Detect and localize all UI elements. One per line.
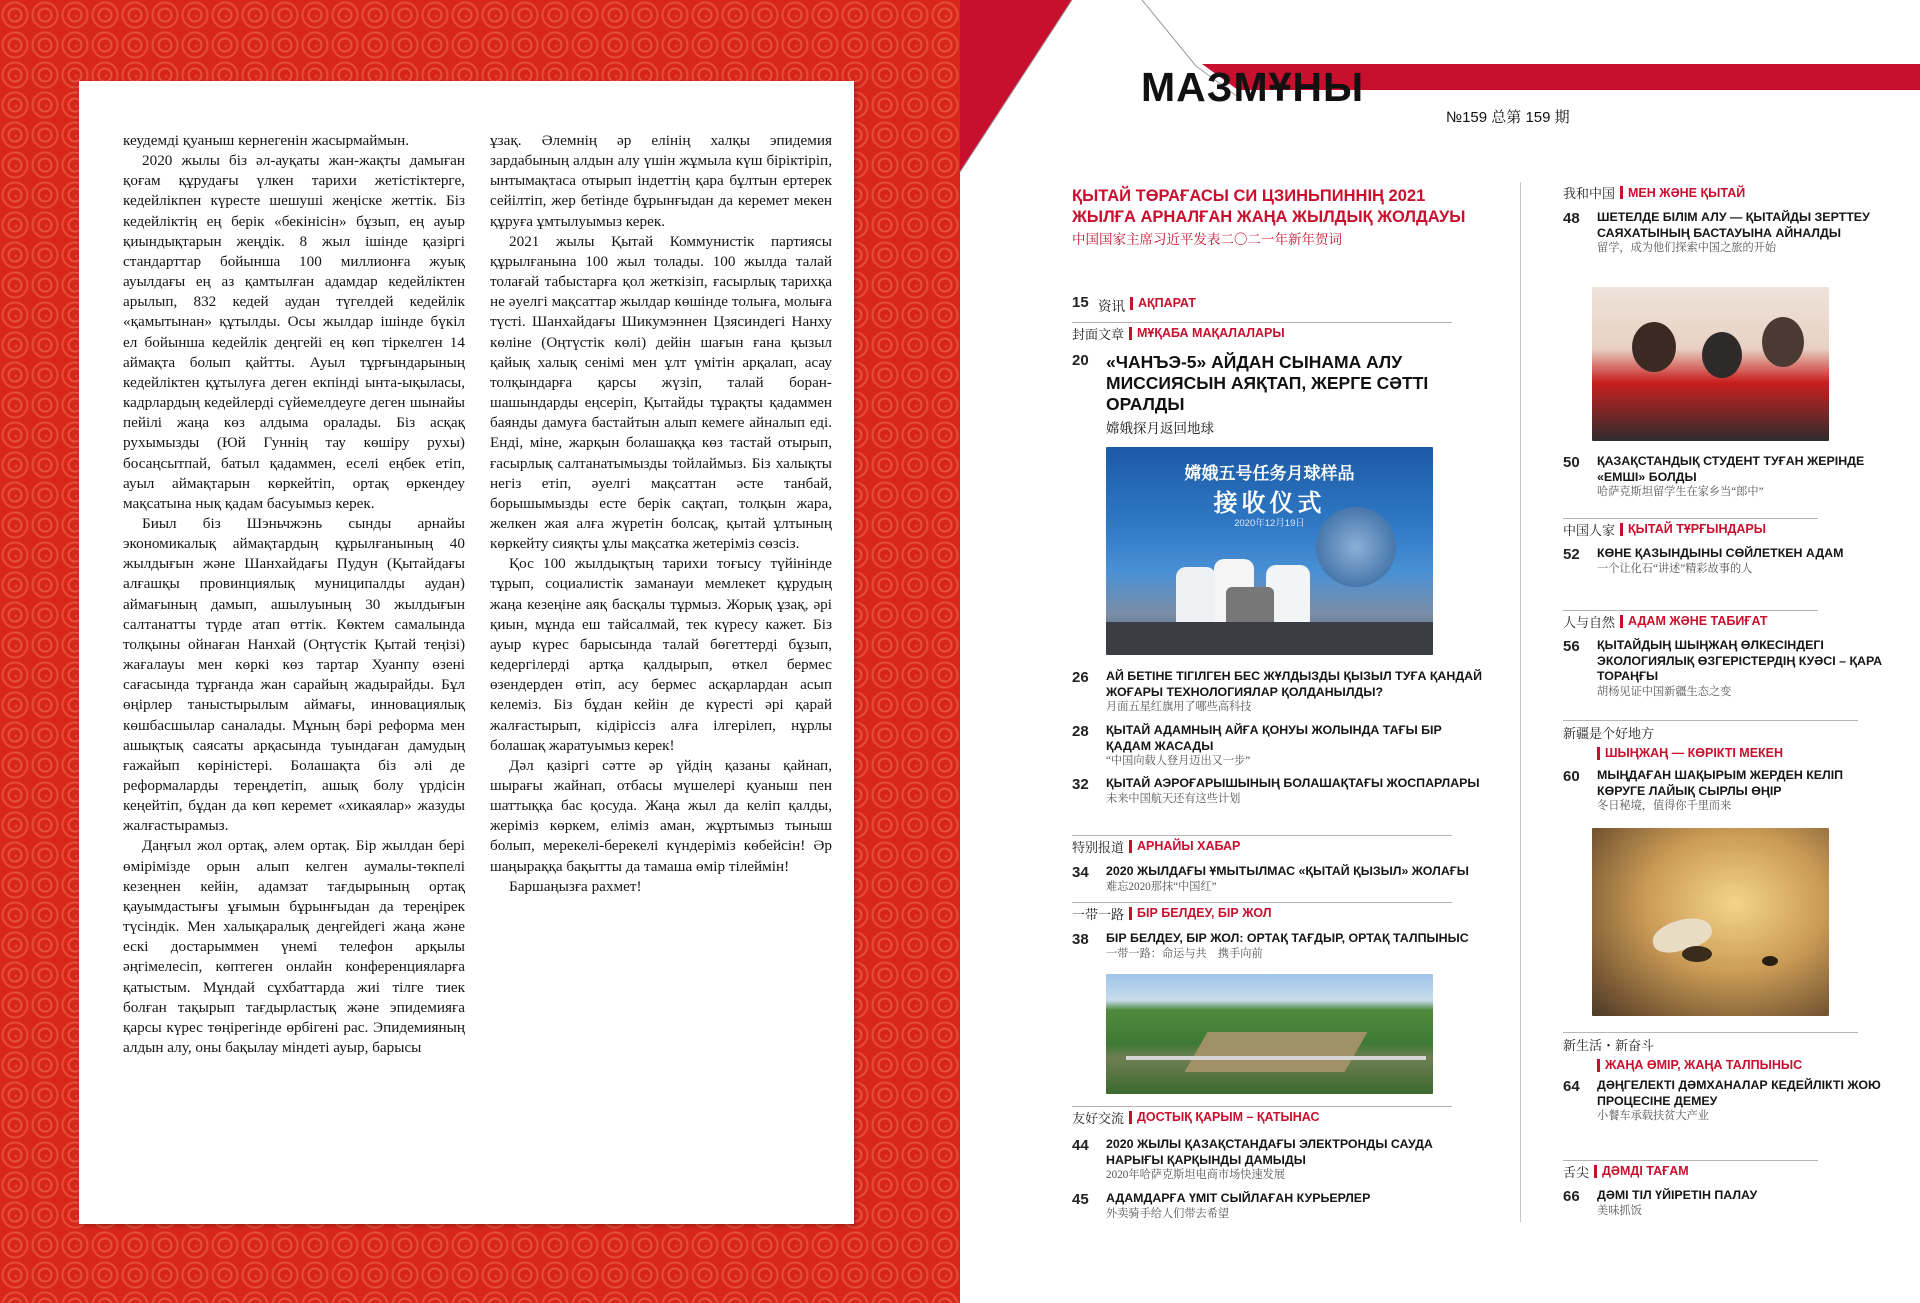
section-kz: ЖАҢА ӨМІР, ЖАҢА ТАЛПЫНЫС xyxy=(1605,1058,1803,1072)
section-cn: 新生活・新奋斗 xyxy=(1563,1038,1655,1053)
entry-title: МЫҢДАҒАН ШАҚЫРЫМ ЖЕРДЕН КЕЛІП КӨРУГЕ ЛАЙЫҚ СЫРЛЫ ӨҢІР xyxy=(1597,768,1844,798)
article-paragraph: Баршаңызға рахмет! xyxy=(509,877,642,895)
toc-entry-64[interactable] xyxy=(1563,1078,1883,1124)
article-paragraph: Биыл біз Шэньчжэнь сынды арнайы экономикалық аймақтардың құрылғанының 40 жылдығын және Шанхайдағы Пудун (Қытайдағы алғашқы провинциялық муниципалды аудан) аймағының дамып, ашылуының 30 жылдығын салтанатты түрде атап өттік. Көктем самалында толқыны ойнаған Нанхай (Оңтүстік Қытай теңізі) жағалауы мен көркі көз тартар Хуанпу өзені сағасында тұрғанда жан сарайың жадырайды. Бұл өңірлер таныстырылым аймағы, инновациялық көшбасшылар саналады. Мұның бәрі реформа мен ашықтық саясаты арқасында туындаған дамудың ғажайып көріністері. Болашақта біз әлі де реформаларды тереңдетіп, ашық болу үрдісін кеңейтіп, бұдан да көп керемет «хикаялар» жазуды жалғастырамыз. xyxy=(123,514,465,835)
section-cn: 友好交流 xyxy=(1072,1110,1125,1126)
page-number: 28 xyxy=(1072,723,1089,740)
section-food xyxy=(1563,1160,1818,1180)
section-kz: ДӘМДІ ТАҒАМ xyxy=(1602,1164,1689,1178)
toc-entry-26[interactable] xyxy=(1072,669,1482,715)
toc-entry-34[interactable] xyxy=(1072,864,1482,895)
page-number: 60 xyxy=(1563,768,1580,785)
section-kz: БІР БЕЛДЕУ, БІР ЖОЛ xyxy=(1137,906,1272,920)
article-paragraph: кеудемді қуаныш кернегенін жасырмаймын. xyxy=(123,132,410,149)
article-paragraph: ұзақ. Әлемнің әр елінің халқы эпидемия зардабының алдын алу үшін жұмыла күш біріктіріп, ынтымақтаса отырып індеттің қара бұлтын ертерек сейілтіп, жер бетінде бұрынғыдан да керемет мекен құруға ұмтылуымыз керек. xyxy=(490,132,832,230)
section-kz: АРНАЙЫ ХАБАР xyxy=(1137,839,1241,853)
article-column-right xyxy=(490,131,832,897)
toc-entry-45[interactable] xyxy=(1072,1191,1482,1222)
article-page xyxy=(79,81,854,1224)
belt-road-photo xyxy=(1106,974,1433,1094)
section-kz: ҚЫТАЙ ТҰРҒЫНДАРЫ xyxy=(1628,522,1766,536)
entry-subtitle: 未来中国航天还有这些计划 xyxy=(1106,792,1241,805)
page-number: 15 xyxy=(1072,294,1089,311)
page-number: 66 xyxy=(1563,1188,1580,1205)
entry-title: ҚЫТАЙ АЭРОҒАРЫШЫНЫҢ БОЛАШАҚТАҒЫ ЖОСПАРЛАРЫ xyxy=(1106,776,1480,790)
section-xinjiang xyxy=(1563,720,1858,760)
entry-subtitle: 胡杨见证中国新疆生态之变 xyxy=(1597,685,1732,698)
page-number: 26 xyxy=(1072,669,1089,686)
section-belt-road xyxy=(1072,902,1452,922)
article-paragraph: 2021 жылы Қытай Коммунистік партиясы құрылғанына 100 жыл толады. 100 жылда талай толағай табыстарға қол жеткізіп, ғасырлық тарихқа не әуелгі мақсаттар жылдар көшінде толыға, молыға түсті. Шанхайдағы Шикумэннен Цзясиндегі Нанху көліне (Оңтүстік көлі) дейін шағын ғана қызыл қайық халық сенімі мен ұлт үмітін арқалап, асау толқындарға қарсы жүзіп, талай боран-шашындарды еңсеріп, Қытайды тұрақты қадаммен баянды дамуға бастайтын алып кемеге айналып еді. Енді, міне, жарқын болашаққа көз тастай отырып, ғасырлық салтанатымызды тойлаймыз. Біз халықты негіз етіп, әуелгі мақсаттан әсте танбай, борышымызды есте берік сақтап, толқын жара, желкен жая алға жүретін болсақ, қытай ұлтының көркейту сияқты ұлы мақсатка жетеріміз сөзсіз. xyxy=(490,232,832,553)
entry-subtitle: 一个让化石“讲述”精彩故事的人 xyxy=(1597,562,1753,575)
toc-entry-44[interactable] xyxy=(1072,1137,1482,1183)
section-kz: МҰҚАБА МАҚАЛАЛАРЫ xyxy=(1137,326,1285,340)
section-cn: 特别报道 xyxy=(1072,839,1125,855)
toc-entry-66[interactable] xyxy=(1563,1188,1883,1219)
toc-entry-52[interactable] xyxy=(1563,546,1883,577)
section-chinese-people xyxy=(1563,518,1818,538)
page-number: 34 xyxy=(1072,864,1089,881)
section-cn: 我和中国 xyxy=(1563,186,1616,201)
section-kz: АДАМ ЖӘНЕ ТАБИҒАТ xyxy=(1628,614,1768,628)
section-kz: ДОСТЫҚ ҚАРЫМ – ҚАТЫНАС xyxy=(1137,1110,1320,1124)
entry-subtitle: 月面五星红旗用了哪些高科技 xyxy=(1106,701,1252,713)
section-me-and-china xyxy=(1563,182,1818,202)
toc-entry-news[interactable] xyxy=(1072,294,1452,315)
entry-subtitle: 外卖骑手给人们带去希望 xyxy=(1106,1207,1230,1220)
section-new-life xyxy=(1563,1032,1858,1072)
cover-photo xyxy=(1106,447,1433,655)
lead-article-subtitle: 中国国家主席习近平发表二〇二一年新年贺词 xyxy=(1072,232,1342,247)
page-title: МАЗМҰНЫ xyxy=(1141,64,1365,110)
lead-article-title: ҚЫТАЙ ТӨРАҒАСЫ СИ ЦЗИНЬПИННІҢ 2021 ЖЫЛҒА АРНАЛҒАН ЖАҢА ЖЫЛДЫҚ ЖОЛДАУЫ xyxy=(1072,187,1466,226)
entry-title: 2020 ЖЫЛЫ ҚАЗАҚСТАНДАҒЫ ЭЛЕКТРОНДЫ САУДА НАРЫҒЫ ҚАРҚЫНДЫ ДАМЫДЫ xyxy=(1106,1137,1433,1167)
section-cover-articles xyxy=(1072,322,1452,342)
entry-subtitle: 小餐车承载扶贫大产业 xyxy=(1597,1110,1709,1122)
page-number: 32 xyxy=(1072,776,1089,793)
page-number: 56 xyxy=(1563,638,1580,655)
section-cn: 封面文章 xyxy=(1072,326,1125,342)
section-kz: ШЫҢЖАҢ — КӨРІКТІ МЕКЕН xyxy=(1605,746,1784,760)
entry-title: 2020 ЖЫЛДАҒЫ ҰМЫТЫЛМАС «ҚЫТАЙ ҚЫЗЫЛ» ЖОЛАҒЫ xyxy=(1106,864,1469,878)
entry-title: АДАМДАРҒА ҮМІТ СЫЙЛАҒАН КУРЬЕРЛЕР xyxy=(1106,1191,1371,1205)
entry-title: «ЧАНЪЭ-5» АЙДАН СЫНАМА АЛУ МИССИЯСЫН АЯҚТАП, ЖЕРГЕ СӘТТІ ОРАЛДЫ xyxy=(1106,352,1429,414)
article-paragraph: Даңғыл жол ортақ, әлем ортақ. Бір жылдан бері өмірімізде орын алып келген аумалы-төкпелі кезеңнен кейін, адамзат тағдырының ортақ қауымдастығы ұғымын бұрынғыдан да тереңірек түсіндік. Мен халықаралық деңгейдегі жаңа және ескі достарыммен үнемі телефон арқылы әңгімелесіп, көптеген онлайн конференцияларға қатыстым. Мұндай сұхбаттарда жиі тілге тиек болған тақырып тағдырластық және эпидемияға қарсы күрес төңірегінде өрбігені рас. Эпидемияның алдын алу, оны бақылау міндеті ауыр, барысы xyxy=(123,837,465,1057)
entry-subtitle: “中国向载人登月迈出又一步” xyxy=(1106,755,1251,767)
toc-entry-60[interactable] xyxy=(1563,768,1883,814)
entry-subtitle: 嫦娥探月返回地球 xyxy=(1106,421,1214,436)
section-kz: АҚПАРАТ xyxy=(1138,296,1196,310)
article-paragraph: 2020 жылы біз әл-ауқаты жан-жақты дамыған қоғам құрудағы үлкен тарихи жетістіктерге, кедейлікпен күресте шешуші жеңіске жеттік. Біз кедейліктің ең берік «бекініcін» бұзып, ең ауыр қиындықтарын жеңдік. 8 жыл ішінде қазіргі стандарттар бойынша 100 миллионға жуық ауылдағы ең аз қамтылған адамдар кедейліктен арылып, 832 кедей аудан түгелдей кедейлік «қамытынан» құтылды. Осы жылдар ішінде бүкіл ел бойынша кедейлік деңгейі ең көп тіркелген 14 аймақта болып қайтты. Ауыл тұрғындарының кедейліктен құтылуға деген екпінді ынта-ықыласы, кадрлардың кедейлерді сүйемелдеуге деген шынайы пейілі жаңа көз алдыма оралады. Біз асқақ рухымызды (Юй Гуннің тау көшіру рухы) босаңсытпай, батыл қадаммен, еселі еңбек етіп, ауыл аймақтарын көркейтіп, ортақ өркендеу мақсатына нық қадам басуымыз керек. xyxy=(123,152,465,512)
article-paragraph: Дәл қазіргі сәтте әр үйдің қазаны қайнап, шырағы жайнап, отбасы мүшелері қуаныш пен шаттыққа бас қосуда. Жаңа жыл да келіп қалды, жеріміз көркем, еліміз аман, жұртымыз тыныш болып, мерекелі-берекелі күндерiміз көбейсін! Әр шаңыраққа бақытты да тамаша өмір тілеймін! xyxy=(490,756,832,875)
section-human-nature xyxy=(1563,610,1818,630)
page-number: 64 xyxy=(1563,1078,1580,1095)
entry-title: ШЕТЕЛДЕ БІЛІМ АЛУ — ҚЫТАЙДЫ ЗЕРТТЕУ САЯХАТЫНЫҢ БАСТАУЫНА АЙНАЛДЫ xyxy=(1597,210,1870,240)
section-cn: 人与自然 xyxy=(1563,614,1616,630)
entry-title: КӨНЕ ҚАЗЫНДЫНЫ СӨЙЛЕТКЕН АДАМ xyxy=(1597,546,1844,560)
page-number: 38 xyxy=(1072,931,1089,948)
entry-title: ҚЫТАЙДЫҢ ШЫҢЖАҢ ӨЛКЕСІНДЕГІ ЭКОЛОГИЯЛЫҚ ӨЗГЕРІСТЕРДІҢ КУӘСІ – ҚАРА ТОРАҢҒЫ xyxy=(1597,638,1883,683)
toc-entry-32[interactable] xyxy=(1072,776,1482,807)
page-number: 48 xyxy=(1563,210,1580,227)
students-photo xyxy=(1592,287,1829,441)
section-cn: 一带一路 xyxy=(1072,906,1125,922)
entry-title: БІР БЕЛДЕУ, БІР ЖОЛ: ОРТАҚ ТАҒДЫР, ОРТАҚ ТАЛПЫНЫС xyxy=(1106,931,1469,945)
entry-title: ҚАЗАҚСТАНДЫҚ СТУДЕНТ ТУҒАН ЖЕРІНДЕ «ЕМШІ» БОЛДЫ xyxy=(1597,454,1865,484)
swan-photo xyxy=(1592,828,1829,1016)
section-cn: 资讯 xyxy=(1098,299,1125,314)
photo-caption-title: 嫦娥五号任务月球样品 xyxy=(1184,464,1355,483)
entry-title: АЙ БЕТІНЕ ТІГІЛГЕН БЕС ЖҰЛДЫЗДЫ ҚЫЗЫЛ ТУҒА ҚАНДАЙ ЖОҒАРЫ ТЕХНОЛОГИЯЛАР ҚОЛДАНЫЛДЫ? xyxy=(1106,669,1483,699)
page-number: 50 xyxy=(1563,454,1580,471)
entry-subtitle: 难忘2020那抹“中国红” xyxy=(1106,880,1217,893)
entry-title: ҚЫТАЙ АДАМНЫҢ АЙҒА ҚОНУЫ ЖОЛЫНДА ТАҒЫ БІР ҚАДАМ ЖАСАДЫ xyxy=(1106,723,1442,753)
lead-article[interactable] xyxy=(1072,186,1492,248)
article-paragraph: Қос 100 жылдықтың тарихи тоғысу түйінінде тұрып, социалистік заманауи мемлекет құрудың жаңа кезеңіне аяқ басқалы тұрмыз. Жорық ұзақ, әрі қиын, мұнда еш тайсалмай, тек күресу кажет. Біз ауыр күрес барысында талай бөгеттерді бұзып, кедергілерді артқа қалдырып, өткел бермес өзендерден өтіп, асу бермес асқарлардан асып келеміз. Біз бұдан кейін де күресті әрі қарай жалғастырып, кідіріссіз алға ілгерілеп, нұрлы болашақ жаратуымыз керек! xyxy=(490,555,832,754)
section-cn: 新疆是个好地方 xyxy=(1563,726,1655,741)
entry-subtitle: 美味抓饭 xyxy=(1597,1204,1642,1217)
page-number: 20 xyxy=(1072,352,1089,369)
issue-number: №159 总第 159 期 xyxy=(1446,109,1570,126)
toc-entry-50[interactable] xyxy=(1563,454,1883,500)
section-kz: МЕН ЖӘНЕ ҚЫТАЙ xyxy=(1628,185,1746,200)
section-special-report xyxy=(1072,835,1452,855)
entry-subtitle: 哈萨克斯坦留学生在家乡当“郎中” xyxy=(1597,486,1764,498)
photo-caption-date: 2020年12月19日 xyxy=(1234,518,1305,529)
article-column-left xyxy=(123,131,465,1058)
page-number: 44 xyxy=(1072,1137,1089,1154)
page-number: 45 xyxy=(1072,1191,1089,1208)
section-friendship xyxy=(1072,1106,1452,1126)
section-cn: 中国人家 xyxy=(1563,522,1616,538)
toc-entry-38[interactable] xyxy=(1072,931,1482,962)
toc-entry-56[interactable] xyxy=(1563,638,1883,700)
entry-title: ДӘМІ ТІЛ ҮЙІРЕТІН ПАЛАУ xyxy=(1597,1188,1758,1202)
entry-subtitle: 留学，成为他们探索中国之旅的开始 xyxy=(1597,242,1777,254)
entry-title: ДӘҢГЕЛЕКТІ ДӘМХАНАЛАР КЕДЕЙЛІКТІ ЖОЮ ПРОЦЕСІНЕ ДЕМЕУ xyxy=(1597,1078,1881,1108)
header-decoration xyxy=(960,0,1920,180)
section-cn: 舌尖 xyxy=(1563,1164,1590,1180)
page-number: 52 xyxy=(1563,546,1580,563)
column-divider xyxy=(1520,182,1521,1222)
toc-entry-48[interactable] xyxy=(1563,210,1883,256)
contents-page xyxy=(960,0,1920,1303)
toc-entry-28[interactable] xyxy=(1072,723,1482,769)
entry-subtitle: 一带一路：命运与共 携手向前 xyxy=(1106,947,1263,960)
entry-subtitle: 2020年哈萨克斯坦电商市场快速发展 xyxy=(1106,1169,1286,1181)
photo-caption-subtitle: 接收仪式 xyxy=(1213,490,1326,517)
entry-subtitle: 冬日秘境，值得你千里而来 xyxy=(1597,800,1732,812)
toc-entry-cover[interactable] xyxy=(1072,352,1472,437)
